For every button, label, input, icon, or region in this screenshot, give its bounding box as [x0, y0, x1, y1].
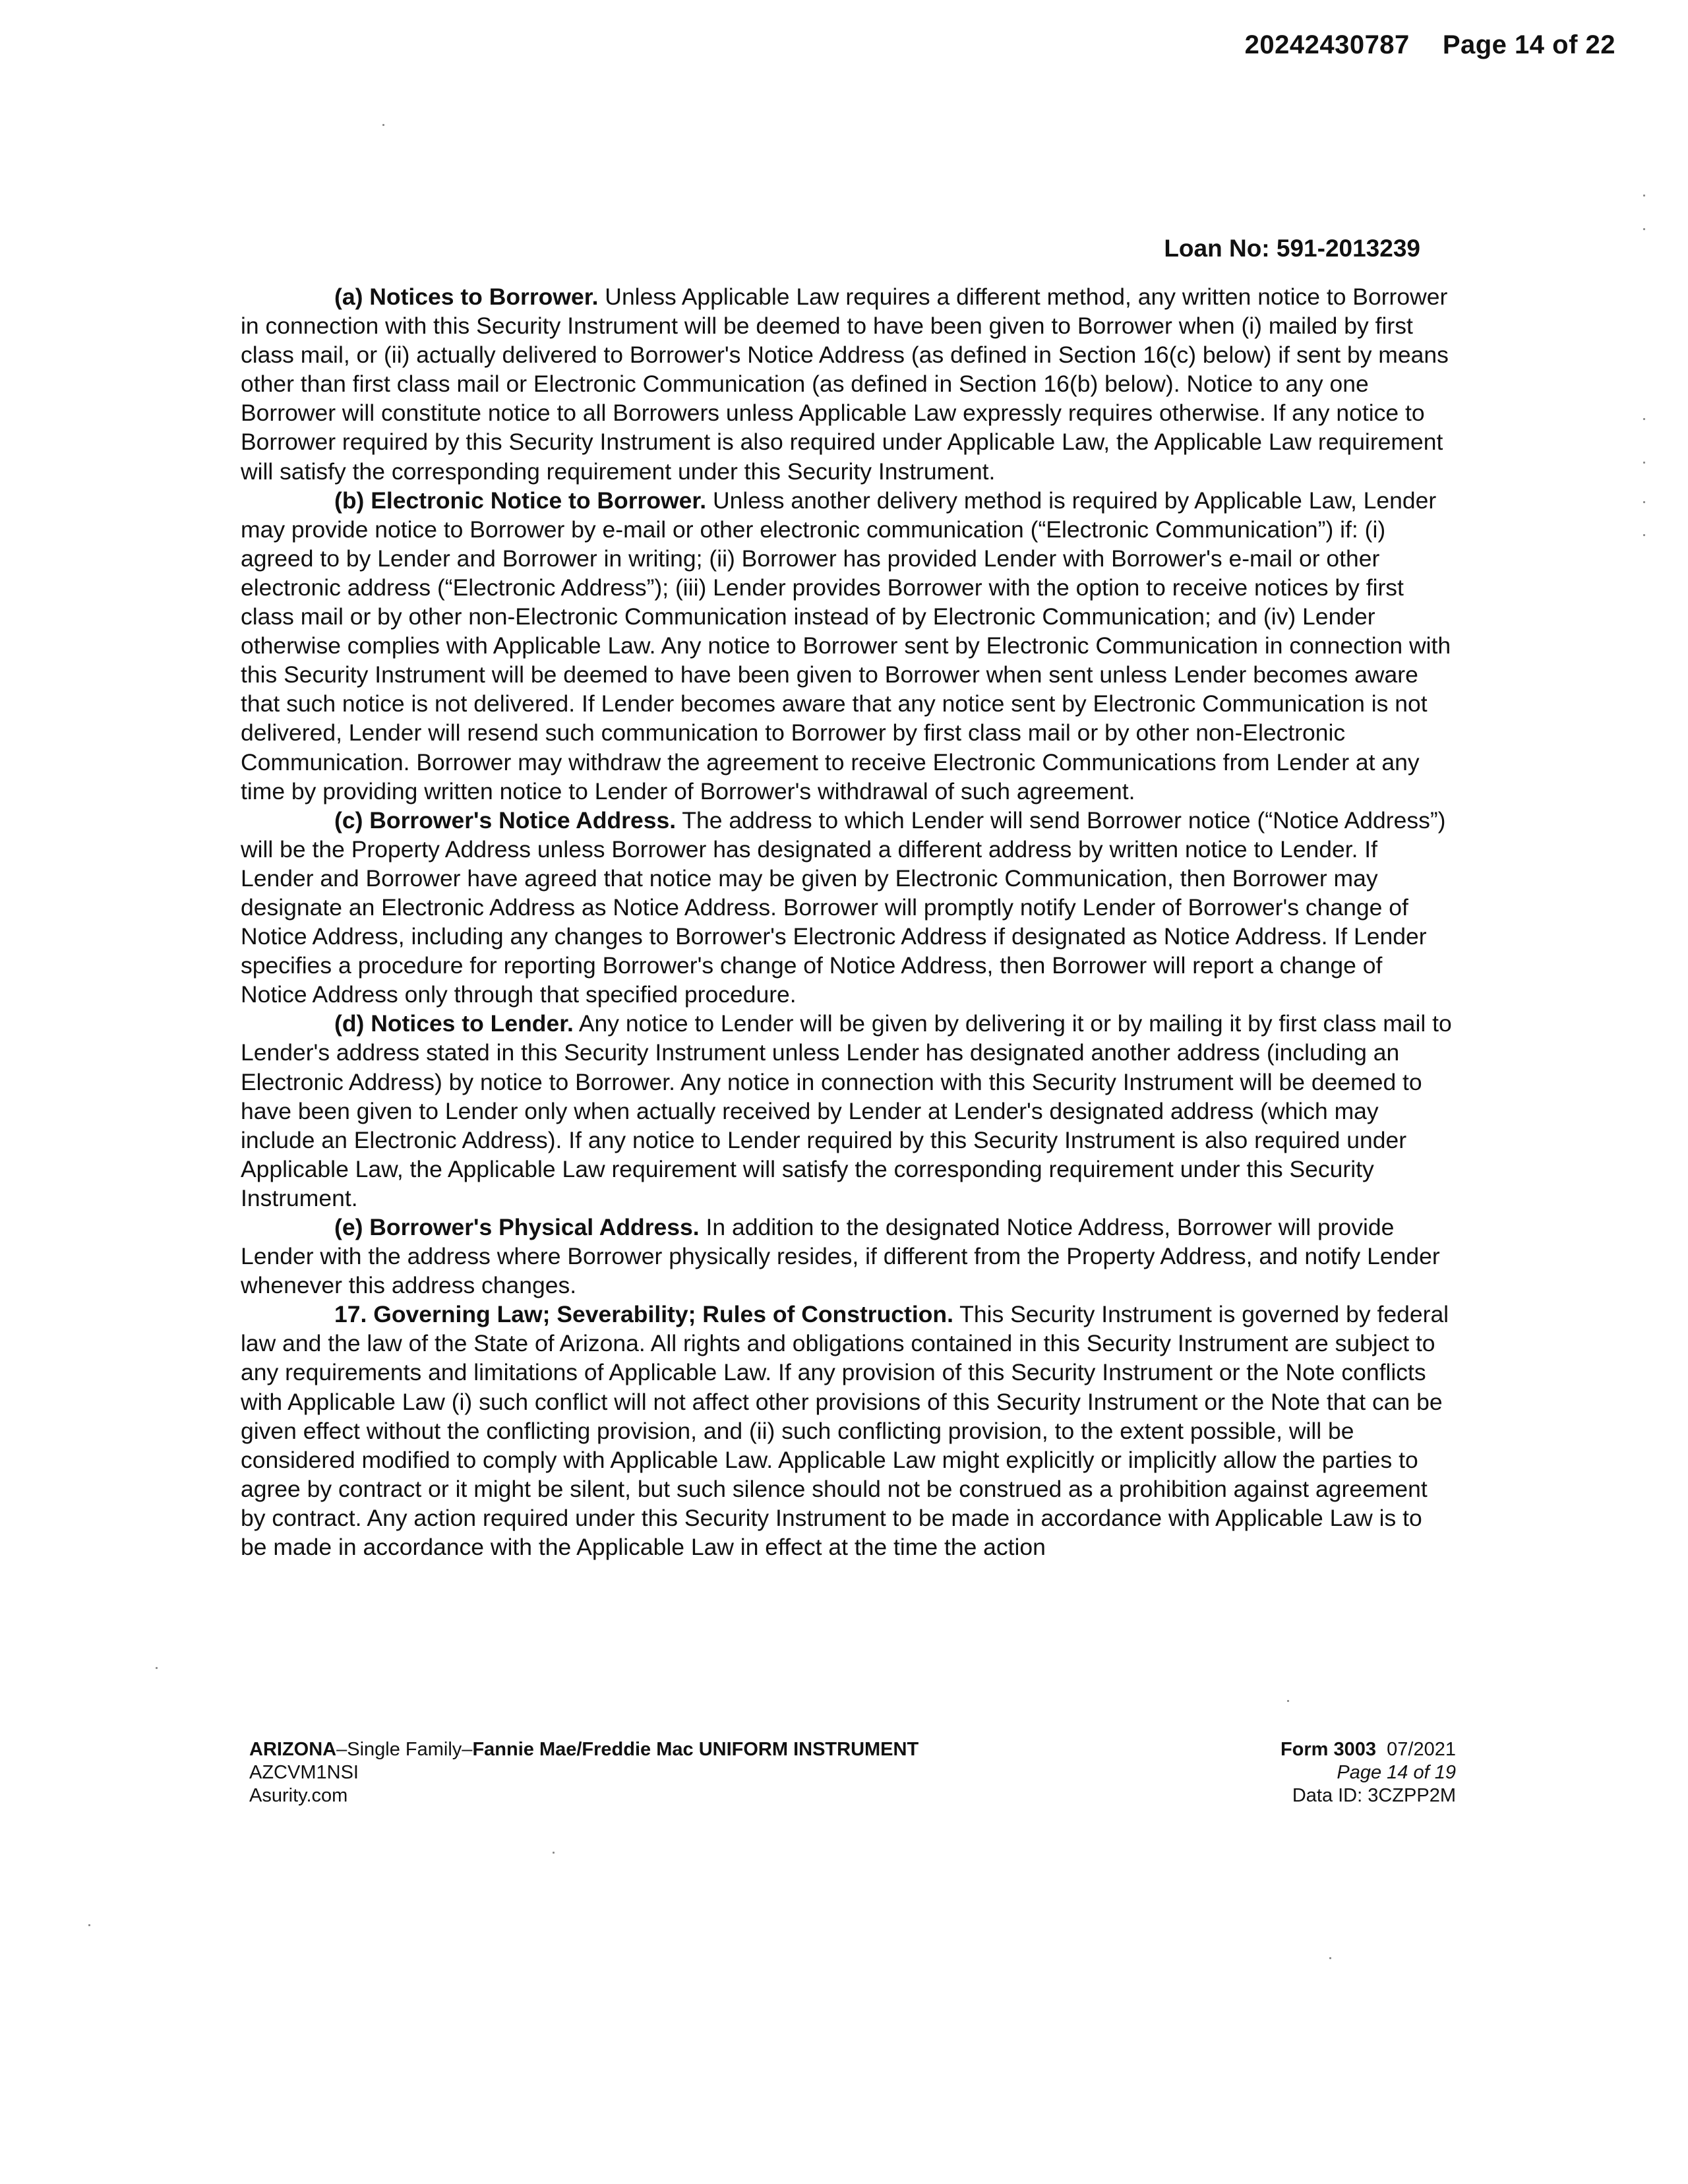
section-heading: (c) Borrower's Notice Address.: [334, 806, 677, 834]
footer-code: AZCVM1NSI: [249, 1762, 359, 1783]
section-heading: (e) Borrower's Physical Address.: [334, 1214, 700, 1240]
footer-state: ARIZONA: [249, 1739, 337, 1760]
recording-number: 20242430787: [1244, 30, 1410, 59]
footer-right: [1281, 1738, 1456, 1807]
document-body: [241, 282, 1454, 1562]
section-governing-law: [241, 1300, 1454, 1562]
section-notices-to-lender: [241, 1009, 1454, 1213]
section-borrower-notice-address: [241, 806, 1454, 1010]
scan-speck: [88, 1924, 90, 1926]
scan-speck: [553, 1852, 555, 1854]
scan-speck: [1287, 1700, 1289, 1702]
section-borrower-physical-address: [241, 1213, 1454, 1300]
scan-speck: [1643, 418, 1645, 420]
footer-form-page: Page 14 of 19: [1337, 1762, 1456, 1783]
section-text: In addition to the designated Notice Address, Borrower will provide Lender with the address where Borrower physically resides, if different from the Property Address, and notify Lender whenever this address changes.: [241, 1214, 1440, 1299]
section-notices-to-borrower: [241, 282, 1454, 486]
footer-form: Form 3003: [1280, 1739, 1377, 1760]
scan-speck: [1643, 534, 1645, 536]
section-electronic-notice: [241, 486, 1454, 806]
scan-speck: [1643, 228, 1645, 230]
footer-data-id: Data ID: 3CZPP2M: [1292, 1785, 1456, 1806]
section-text: Unless another delivery method is required by Applicable Law, Lender may provide notice to Borrower by e-mail or other electronic communication (“Electronic Communication”) if: (i) agreed to by Lender and Borrower in writing; (ii) Borrower has provided Lender with Borrower's e-mail or other electronic address (“Electronic Address”); (iii) Lender provides Borrower with the option to receive notices by first class mail or by other non-Electronic Communication instead of by Electronic Communication; and (iv) Lender otherwise complies with Applicable Law. Any notice to Borrower sent by Electronic Communication in connection with this Security Instrument will be deemed to have been given to Borrower when sent unless Lender becomes aware that such notice is not delivered. If Lender becomes aware that any notice sent by Electronic Communication is not delivered, Lender will resend such communication to Borrower by first class mail or by other non-Electronic Communication. Borrower may withdraw the agreement to receive Electronic Communications from Lender at any time by providing written notice to Lender of Borrower's withdrawal of such agreement.: [241, 487, 1451, 804]
section-text: The address to which Lender will send Borrower notice (“Notice Address”) will be the Property Address unless Borrower has designated a different address by written notice to Lender. If Lender and Borrower have agreed that notice may be given by Electronic Communication, then Borrower may designate an Electronic Address as Notice Address. Borrower will promptly notify Lender of Borrower's change of Notice Address, including any changes to Borrower's Electronic Address if designated as Notice Address. If Lender specifies a procedure for reporting Borrower's change of Notice Address, then Borrower will report a change of Notice Address only through that specified procedure.: [241, 806, 1446, 1008]
recording-header: [1245, 30, 1615, 60]
scan-speck: [382, 124, 384, 126]
scan-speck: [1329, 1957, 1331, 1959]
footer-left: [249, 1738, 919, 1807]
scan-speck: [1643, 501, 1645, 503]
section-heading: (b) Electronic Notice to Borrower.: [334, 487, 707, 514]
footer-family: –Single Family–: [336, 1739, 473, 1760]
footer-site: Asurity.com: [249, 1785, 348, 1806]
section-heading: (a) Notices to Borrower.: [334, 284, 599, 310]
section-heading: (d) Notices to Lender.: [334, 1010, 574, 1037]
section-text: Any notice to Lender will be given by delivering it or by mailing it by first class mail to Lender's address stated in this Security Instrument unless Lender has designated another address (including an Electronic Address) by notice to Borrower. Any notice in connection with this Security Instrument will be deemed to have been given to Lender only when actually received by Lender at Lender's designated address (which may include an Electronic Address). If any notice to Lender required by this Security Instrument is also required under Applicable Law, the Applicable Law requirement will satisfy the corresponding requirement under this Security Instrument.: [241, 1010, 1452, 1211]
footer-form-date: 07/2021: [1387, 1739, 1456, 1760]
section-text: Unless Applicable Law requires a different method, any written notice to Borrower in connection with this Security Instrument will be deemed to have been given to Borrower when (i) mailed by first class mail, or (ii) actually delivered to Borrower's Notice Address (as defined in Section 16(c) below) if sent by means other than first class mail or Electronic Communication (as defined in Section 16(b) below). Notice to any one Borrower will constitute notice to all Borrowers unless Applicable Law expressly requires otherwise. If any notice to Borrower required by this Security Instrument is also required under Applicable Law, the Applicable Law requirement will satisfy the corresponding requirement under this Security Instrument.: [241, 284, 1449, 485]
section-heading: 17. Governing Law; Severability; Rules of Construction.: [334, 1301, 953, 1328]
scan-speck: [156, 1667, 158, 1669]
footer-instrument-line: [249, 1738, 919, 1761]
footer-instrument: Fannie Mae/Freddie Mac UNIFORM INSTRUMENT: [472, 1739, 919, 1760]
loan-number: Loan No: 591-2013239: [1164, 235, 1420, 262]
scan-speck: [1643, 462, 1645, 464]
scan-speck: [1643, 195, 1645, 197]
footer-form-line: [1281, 1738, 1456, 1761]
recording-page: Page 14 of 22: [1442, 30, 1615, 59]
section-text: This Security Instrument is governed by federal law and the law of the State of Arizona. All rights and obligations contained in this Security Instrument are subject to any requirements and limitations of Applicable Law. If any provision of this Security Instrument or the Note conflicts with Applicable Law (i) such conflict will not affect other provisions of this Security Instrument or the Note that can be given effect without the conflicting provision, and (ii) such conflicting provision, to the extent possible, will be considered modified to comply with Applicable Law. Applicable Law might explicitly or implicitly allow the parties to agree by contract or it might be silent, but such silence should not be construed as a prohibition against agreement by contract. Any action required under this Security Instrument to be made in accordance with Applicable Law is to be made in accordance with the Applicable Law in effect at the time the action: [241, 1301, 1449, 1561]
